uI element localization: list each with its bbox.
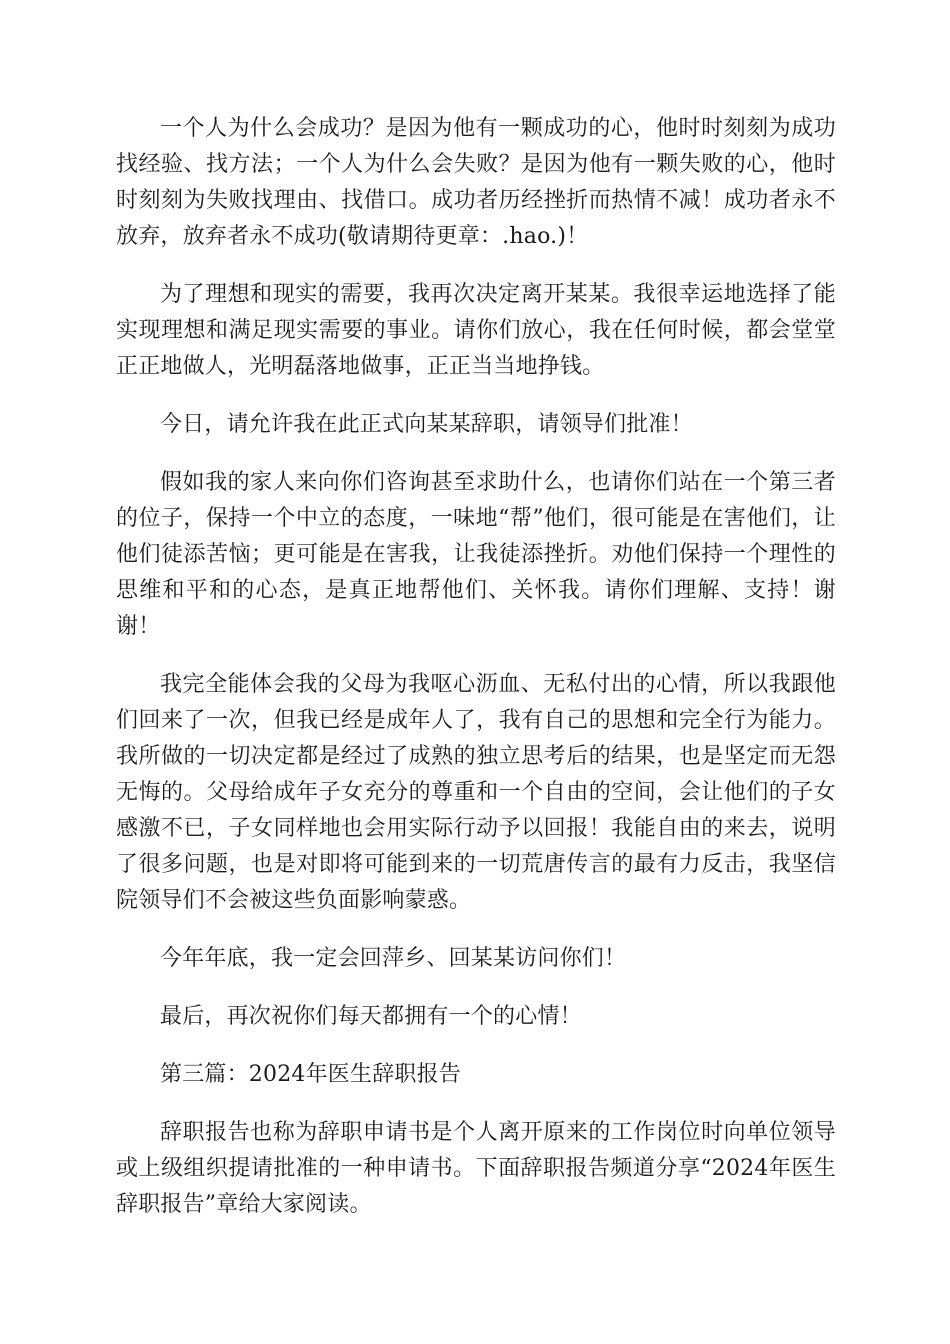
section-heading: 第三篇：2024年医生辞职报告 bbox=[160, 1062, 461, 1087]
paragraph-definition: 辞职报告也称为辞职申请书是个人离开原来的工作岗位时向单位领导或上级组织提请批准的一种申请书。下面辞职报告频道分享“2024年医生辞职报告”章给大家阅读。 bbox=[116, 1120, 836, 1217]
paragraph-success: 一个人为什么会成功？是因为他有一颗成功的心，他时时刻刻为成功找经验、找方法；一个人为什么会失败？是因为他有一颗失败的心，他时时刻刻为失败找理由、找借口。成功者历经挫折而热情不减！成功者永不放弃，放弃者永不成功(敬请期待更章：.hao.)！ bbox=[116, 116, 836, 249]
paragraph-resignation-request: 今日，请允许我在此正式向某某辞职，请领导们批准！ bbox=[160, 412, 693, 437]
paragraph-visit: 今年年底，我一定会回萍乡、回某某访问你们！ bbox=[160, 946, 627, 971]
paragraph-parents: 我完全能体会我的父母为我呕心沥血、无私付出的心情，所以我跟他们回来了一次，但我已经是成年人了，我有自己的思想和完全行为能力。我所做的一切决定都是经过了成熟的独立思考后的结果，也是坚定而无怨无悔的。父母给成年子女充分的尊重和一个自由的空间，会让他们的子女感激不已，子女同样地也会用实际行动予以回报！我能自由的来去，说明了很多问题，也是对即将可能到来的一切荒唐传言的最有力反击，我坚信院领导们不会被这些负面影响蒙惑。 bbox=[116, 672, 836, 913]
paragraph-decision: 为了理想和现实的需要，我再次决定离开某某。我很幸运地选择了能实现理想和满足现实需要的事业。请你们放心，我在任何时候，都会堂堂正正地做人，光明磊落地做事，正正当当地挣钱。 bbox=[116, 282, 836, 379]
paragraph-family: 假如我的家人来向你们咨询甚至求助什么，也请你们站在一个第三者的位子，保持一个中立的态度，一味地“帮”他们，很可能是在害他们，让他们徒添苦恼；更可能是在害我，让我徒添挫折。劝他们保持一个理性的思维和平和的心态，是真正地帮他们、关怀我。请你们理解、支持！谢谢！ bbox=[116, 470, 836, 639]
document-body bbox=[116, 111, 836, 1245]
paragraph-wishes: 最后，再次祝你们每天都拥有一个的心情！ bbox=[160, 1004, 582, 1029]
